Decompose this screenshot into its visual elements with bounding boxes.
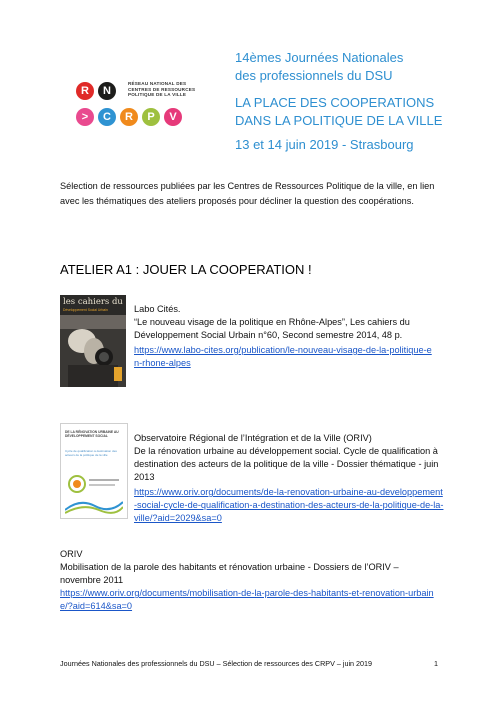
atelier-heading: ATELIER A1 : JOUER LA COOPERATION ! — [60, 262, 312, 277]
logo-letter-v: V — [164, 108, 182, 126]
cover-title: les cahiers du — [63, 297, 123, 307]
event-title-line2: des professionnels du DSU — [235, 68, 393, 83]
entry-link[interactable]: https://www.labo-cites.org/publication/le-nouveau-visage-de-la-politique-en-rhone-alpes — [134, 345, 432, 368]
entry-description: De la rénovation urbaine au développement social. Cycle de qualification à destination des acteurs de la politique de la ville - Dossier thématique - juin 2013 — [134, 446, 439, 482]
crpv-logo — [72, 78, 207, 134]
logo-arrow: > — [76, 108, 94, 126]
entry-publisher: Labo Cités. — [134, 304, 181, 314]
resource-entry-2 — [134, 432, 444, 525]
event-title — [235, 49, 475, 85]
event-title-line1: 14èmes Journées Nationales — [235, 50, 404, 65]
page-footer: Journées Nationales des professionnels du DSU – Sélection de ressources des CRPV – juin 2019 — [60, 659, 373, 668]
resource-entry-1 — [134, 303, 434, 370]
entry-description: Mobilisation de la parole des habitants et rénovation urbaine - Dossiers de l’ORIV – novembre 2011 — [60, 562, 399, 585]
cover-cahiers-dsu — [60, 295, 126, 387]
logo-letter-n: N — [98, 82, 116, 100]
event-theme — [235, 94, 485, 130]
entry-description: “Le nouveau visage de la politique en Rhône-Alpes”, Les cahiers du Développement Social Urbain n°60, Second semestre 2014, 48 p. — [134, 317, 410, 340]
page-number: 1 — [434, 659, 438, 668]
cover-emblem — [65, 470, 123, 514]
logo-letter-c: C — [98, 108, 116, 126]
logo-tagline: RÉSEAU NATIONAL DES CENTRES DE RESSOURCES POLITIQUE DE LA VILLE — [128, 81, 196, 98]
resource-entry-3 — [60, 548, 440, 613]
entry-link[interactable]: https://www.oriv.org/documents/de-la-renovation-urbaine-au-developpement-social-cycle-de-qualification-a-destination-des-acteurs-de-la-politique-de-la-ville/?aid=2029&sa=0 — [134, 487, 444, 523]
logo-letter-r2: R — [120, 108, 138, 126]
logo-letter-p: P — [142, 108, 160, 126]
entry-publisher: ORIV — [60, 549, 83, 559]
cover-subtitle: Cycle de qualification à destination des acteurs de la politique de la ville — [65, 449, 117, 457]
entry-publisher: Observatoire Régional de l’Intégration et de la Ville (ORIV) — [134, 433, 372, 443]
cover-photo — [60, 315, 126, 387]
intro-paragraph: Sélection de ressources publiées par les Centres de Ressources Politique de la ville, en lien avec les thématiques des ateliers proposés pour décliner la question des coopérations. — [60, 181, 435, 206]
entry-link[interactable]: https://www.oriv.org/documents/mobilisation-de-la-parole-des-habitants-et-renovation-urbaine/?aid=614&sa=0 — [60, 588, 434, 611]
event-theme-line1: LA PLACE DES COOPERATIONS — [235, 95, 435, 110]
logo-letter-r: R — [76, 82, 94, 100]
cover-subtitle: Développement Social Urbain — [63, 308, 108, 312]
cover-oriv-dossier — [60, 423, 128, 519]
event-date: 13 et 14 juin 2019 - Strasbourg — [235, 137, 414, 152]
event-theme-line2: DANS LA POLITIQUE DE LA VILLE — [235, 113, 443, 128]
cover-title: DE LA RÉNOVATION URBAINE AU DÉVELOPPEMENT SOCIAL — [65, 430, 119, 438]
